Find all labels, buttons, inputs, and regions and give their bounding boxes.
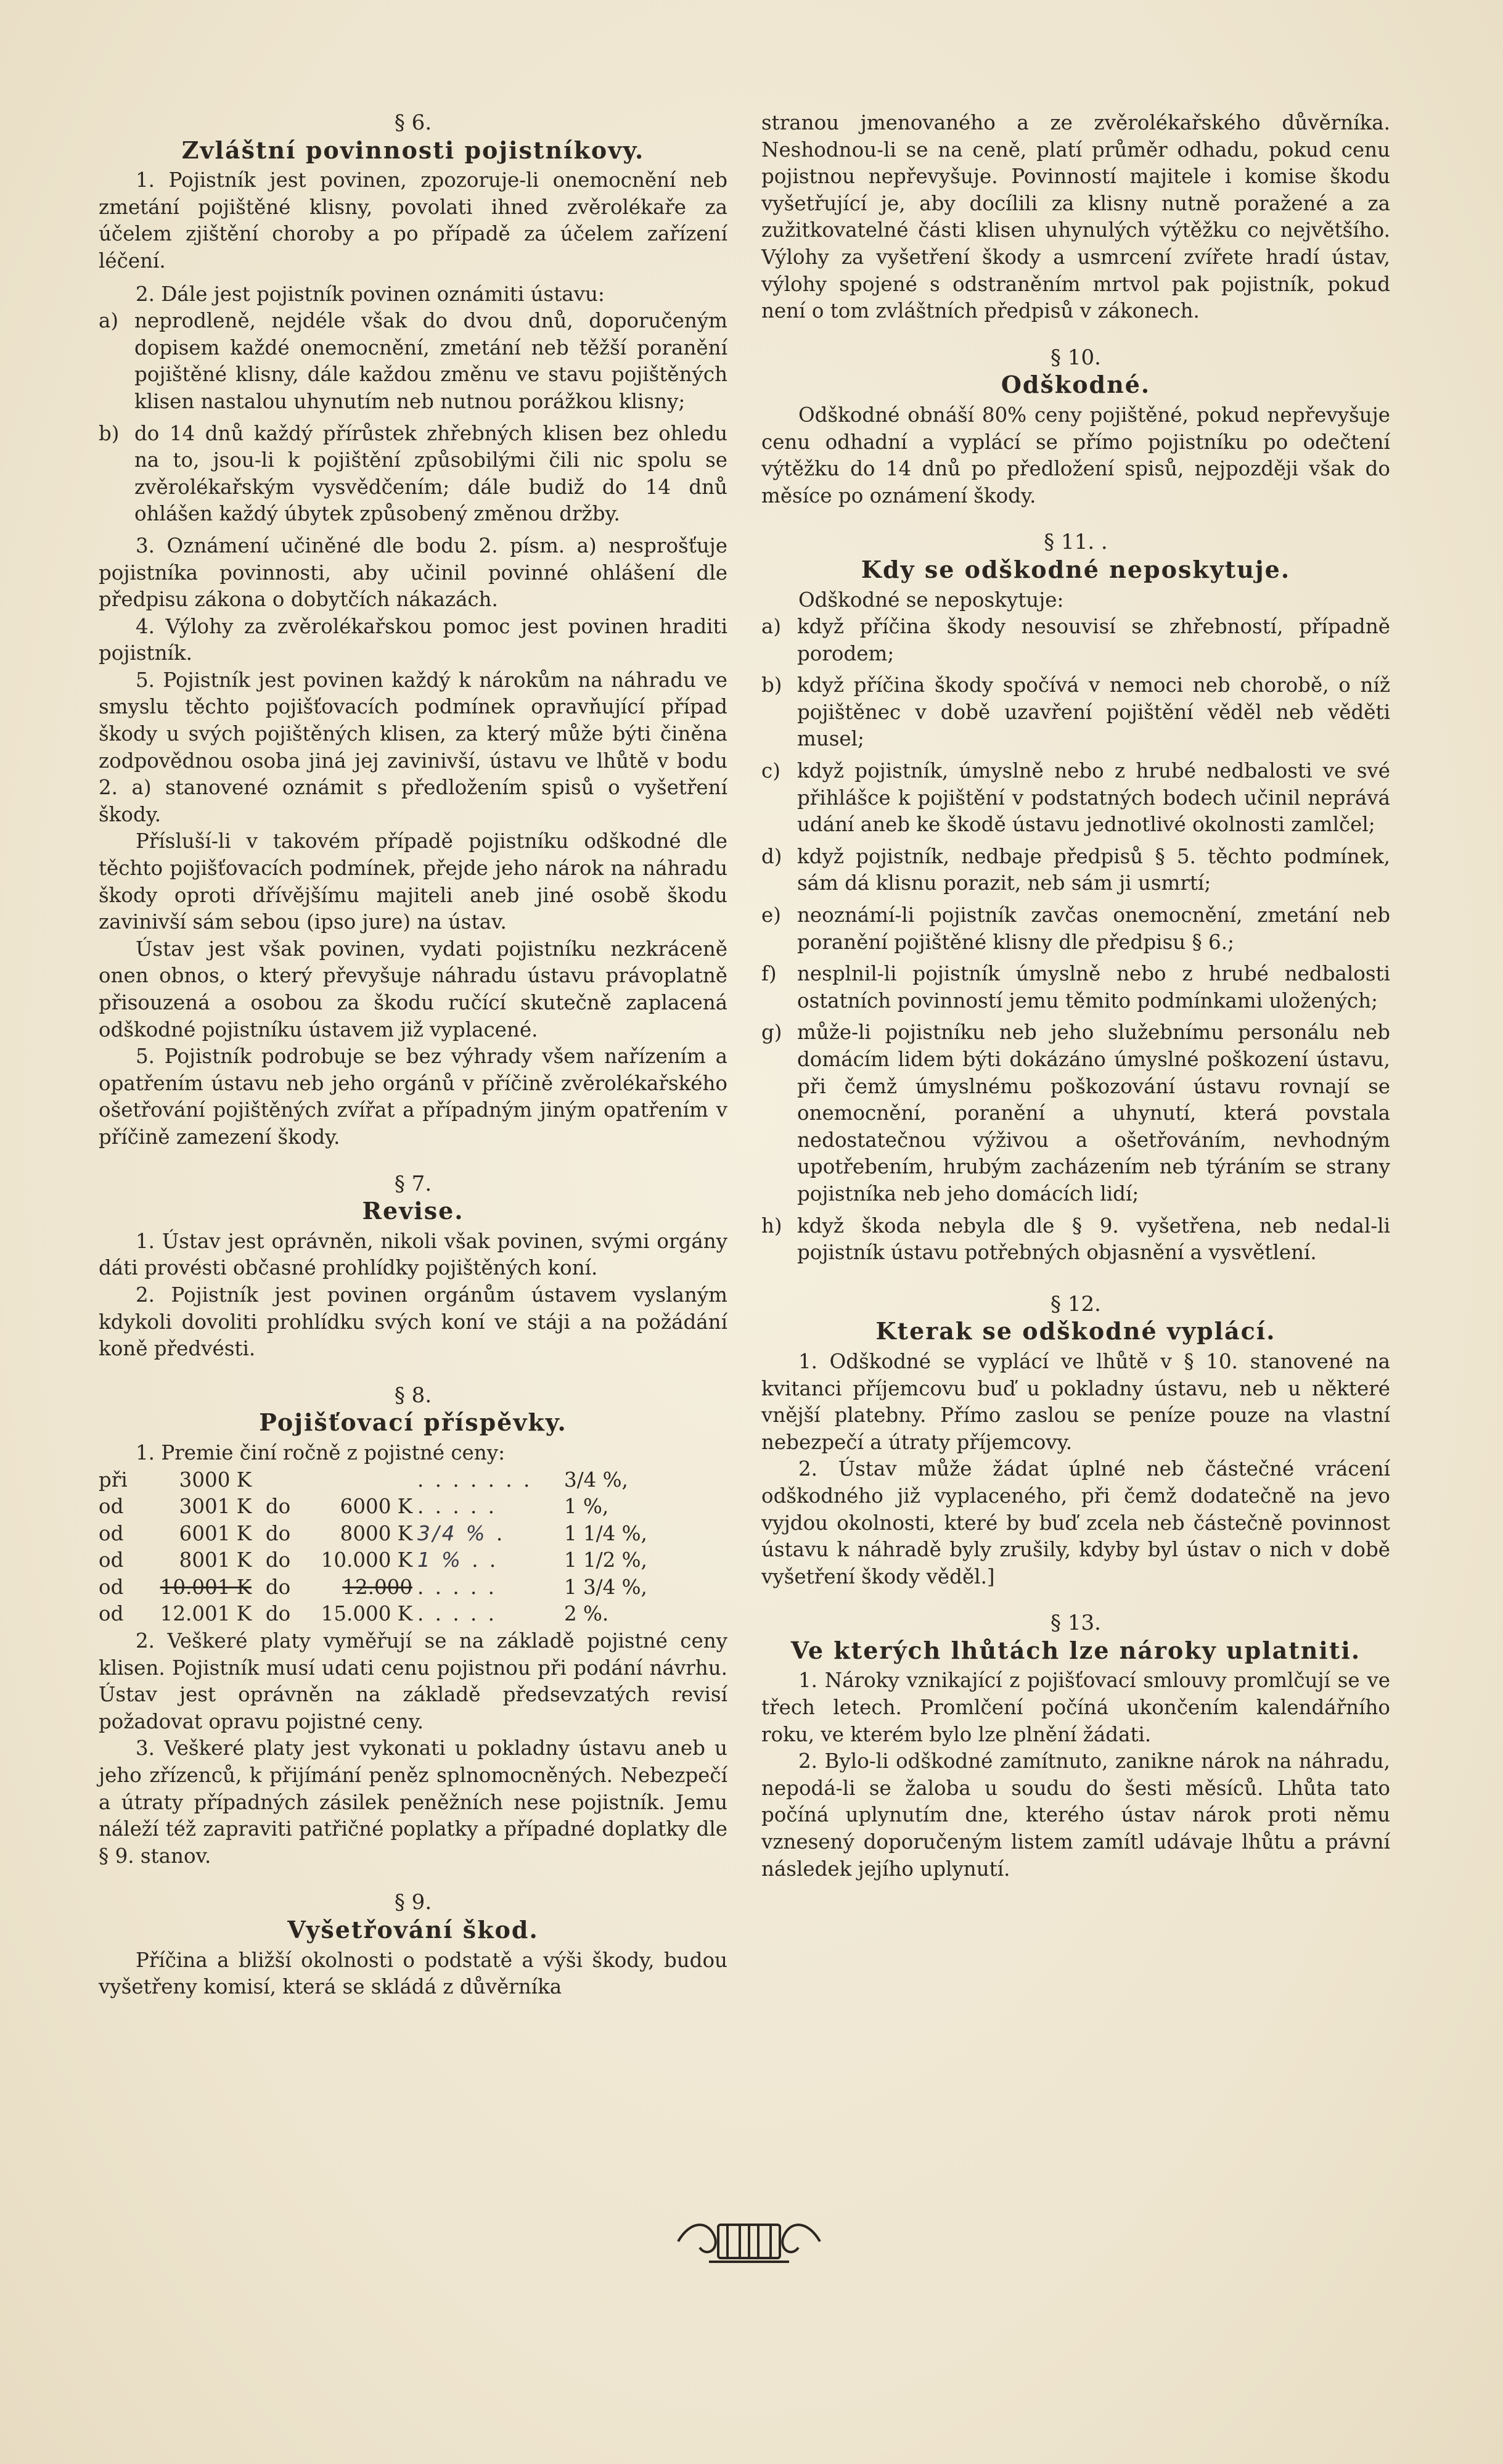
rate-row xyxy=(99,1601,652,1628)
rate-from: 6001 K xyxy=(179,1521,252,1545)
s11-item xyxy=(761,1213,1390,1267)
s11-item xyxy=(761,1019,1390,1207)
section-12-title: Kterak se odškodné vyplácí. xyxy=(875,1317,1276,1345)
s11-item-text: když pojistník, úmyslně nebo z hrubé nedbalosti ve své přihlášce k pojištění v podstatných bodech učinil neprává udání aneb ke škodě ústavu jednotlivé okolnosti zamlčel; xyxy=(797,759,1390,837)
rate-to: 10.000 K xyxy=(321,1548,412,1572)
rate-percent: 1 3/4 %, xyxy=(564,1575,647,1599)
s9-continuation: stranou jmenovaného a ze zvěrolékařského důvěrníka. Neshodnou-li se na ceně, platí průměr odhadu, pokud cenu pojistnou nepřevyšuje. Povinností majitele i komise škodu vyšetřující je, aby docílili za klisny nutně poražené a za zužitkovatelné části klisen uhynulých výtěžku co největšího. Výlohy za vyšetření škody a usmrcení zvířete hradí ústav, výlohy spojené s odstraněním mrtvol pak pojistník, pokud není o tom zvláštních předpisů v zákonech. xyxy=(761,111,1390,323)
s8-paragraph-2: 2. Veškeré platy vyměřují se na základě pojistné ceny klisen. Pojistník musí udati cenu pojistnou při podání návrhu. Ústav jest oprávněn na základě předsevzatých revisí požadovat opravu pojistné ceny. xyxy=(99,1629,727,1733)
s11-paragraph-1: Odškodné se neposkytuje: xyxy=(798,588,1064,612)
s12-paragraph-2: 2. Ústav může žádat úplné neb částečné vrácení odškodného již vyplaceného, při čemž dodatečně na jevo vyjdou okolnosti, které by buď zcela neb částečně povinnost ústavu k náhradě byly zrušily, kdyby byl ústav o nich v době vyšetření škody věděl.] xyxy=(761,1457,1390,1588)
rate-percent: 1 %, xyxy=(564,1495,609,1519)
rate-leader-dots: . . . . . . . xyxy=(417,1468,533,1492)
s6-item-b: b) do 14 dnů každý přírůstek zhřebných klisen bez ohledu na to, jsou-li k pojištění způsobilými čili nic spolu se zvěrolékařským vysvědčením; dále budiž do 14 dnů ohlášen každý úbytek způsobený změnou držby. xyxy=(99,421,727,526)
s6-paragraph-8: 5. Pojistník podrobuje se bez výhrady všem nařízením a opatřením ústavu neb jeho orgánů v příčině zvěrolékařského ošetřování pojištěných zvířat a případným jiným opatřením v příčině zamezení škody. xyxy=(99,1045,727,1149)
s8-paragraph-1: 1. Premie činí ročně z pojistné ceny: xyxy=(136,1440,506,1464)
section-7-number: § 7. xyxy=(394,1171,432,1196)
s11-item-label: f) xyxy=(761,962,777,986)
rate-to: 6000 K xyxy=(340,1495,412,1519)
s13-paragraph-1: 1. Nároky vznikající z pojišťovací smlouvy promlčují se ve třech letech. Promlčení počíná ukončením kalendářního roku, ve kterém bylo lze plnění žádati. xyxy=(761,1669,1390,1746)
rate-from: 8001 K xyxy=(179,1548,252,1572)
rate-prefix: od xyxy=(99,1602,124,1626)
rate-row xyxy=(99,1467,652,1494)
s11-item-label: g) xyxy=(761,1021,782,1045)
rate-percent: 1 1/4 %, xyxy=(564,1521,647,1545)
s8-paragraph-3: 3. Veškeré platy jest vykonati u pokladny ústavu aneb u jeho zřízenců, k přijímání peněz splnomocněných. Nebezpečí a útraty případných zásilek peněžních nese pojistník. Jemu náleží též zapraviti patřičné poplatky a případné doplatky dle § 9. stanov. xyxy=(99,1736,727,1868)
s11-item-text: může-li pojistníku neb jeho služebnímu personálu neb domácím lidem býti dokázáno úmyslné poškození ústavu, při čemž úmyslnému poškozování ústavu rovnají se onemocnění, poranění a uhynutí, která povstala nedostatečnou výživou a ošetřováním, nevhodným upotřebením, hrubým zacházením neb týráním se strany pojistníka neb jeho domácích lidí; xyxy=(797,1021,1390,1205)
s6-paragraph-1: 1. Pojistník jest povinen, zpozoruje-li onemocnění neb zmetání pojištěné klisny, povolati ihned zvěrolékaře za účelem zjištění choroby a po případě za účelem zařízení léčení. xyxy=(99,168,727,273)
section-6-number: § 6. xyxy=(394,110,432,135)
rate-row xyxy=(99,1547,652,1574)
s6-paragraph-5: 5. Pojistník jest povinen každý k nárokům na náhradu ve smyslu těchto pojišťovacích podmínek opravňující případ škody u svých pojištěných klisen, za který může býti činěna zodpovědnou osoba jiná jej zavinivší, ústavu ve lhůtě v bodu 2. a) stanovené oznámit s předložením spisů o vyšetření škody. xyxy=(99,668,727,826)
s11-item-text: neoznámí-li pojistník zavčas onemocnění, zmetání neb poranění pojištěné klisny dle předpisu § 6.; xyxy=(797,903,1390,954)
s10-paragraph-1: Odškodné obnáší 80% ceny pojištěné, pokud nepřevyšuje cenu odhadní a vyplácí se přímo pojistníku po odečtení výtěžku do 14 dnů po předložení spisů, nejpozději však do měsíce po oznámení škody. xyxy=(761,403,1390,507)
s6-item-a: a) neprodleně, nejdéle však do dvou dnů, doporučeným dopisem každé onemocnění, zmetání neb těžší poranění pojištěné klisny, dále každou změnu ve stavu pojištěných klisen nastalou uhynutím neb nutnou porážkou klisny; xyxy=(99,309,727,413)
s11-item xyxy=(761,844,1390,897)
rate-row xyxy=(99,1574,652,1601)
s6-paragraph-2: 2. Dále jest pojistník povinen oznámiti ústavu: xyxy=(136,282,605,306)
s9-paragraph-1: Příčina a bližší okolnosti o podstatě a výši škody, budou vyšetřeny komisí, která se skládá z důvěrníka xyxy=(99,1948,727,1999)
rate-prefix: od xyxy=(99,1495,124,1519)
handwritten-rate-note: 3/4 % xyxy=(417,1521,488,1545)
s11-item xyxy=(761,902,1390,956)
s11-item-text: když příčina škody spočívá v nemoci neb chorobě, o níž pojištěnec v době uzavření pojištění věděl neb věděti musel; xyxy=(797,673,1390,751)
rate-to: 15.000 K xyxy=(321,1602,412,1626)
s12-paragraph-1: 1. Odškodné se vyplácí ve lhůtě v § 10. stanovené na kvitanci příjemcovu buď u pokladny ústavu, neb u některé vnější platebny. Přímo zaslou se peníze pouze na vlastní nebezpečí a útraty příjemcovy. xyxy=(761,1349,1390,1454)
rate-prefix: od xyxy=(99,1521,124,1545)
rate-percent: 1 1/2 %, xyxy=(564,1548,647,1572)
rate-connector: do xyxy=(265,1548,291,1572)
s6-paragraph-3: 3. Oznámení učiněné dle bodu 2. písm. a) nesprošťuje pojistníka povinnosti, aby učinil povinné ohlášení dle předpisu zákona o dobytčích nákazách. xyxy=(99,533,727,612)
rate-to xyxy=(305,1467,417,1494)
s11-item-label: d) xyxy=(761,844,782,868)
s13-paragraph-2: 2. Bylo-li odškodné zamítnuto, zanikne nárok na náhradu, nepodá-li se žaloba u soudu do šesti měsíců. Lhůta tato počíná uplynutím dne, kterého ústav nárok proti němu vznesený doporučeným listem zamítl udávaje lhůtu a právní následek jejího uplynutí. xyxy=(761,1749,1390,1881)
rate-from: 10.001 K xyxy=(160,1575,252,1599)
rate-to: 8000 K xyxy=(340,1521,412,1545)
s11-item xyxy=(761,672,1390,753)
rate-prefix: od xyxy=(99,1575,124,1599)
section-10-number: § 10. xyxy=(1050,345,1101,370)
rate-connector: do xyxy=(265,1602,291,1626)
section-6-title: Zvláštní povinnosti pojistníkovy. xyxy=(181,136,645,164)
rate-leader-dots: . . . . . xyxy=(417,1495,497,1519)
decorative-ornament-icon xyxy=(672,2214,826,2269)
s11-item-label: b) xyxy=(761,673,782,697)
premium-rate-table xyxy=(99,1467,652,1628)
rate-prefix: při xyxy=(99,1468,128,1492)
s11-item xyxy=(761,758,1390,839)
section-11-title: Kdy se odškodné neposkytuje. xyxy=(861,555,1291,583)
s11-item-label: c) xyxy=(761,759,780,783)
s11-item-text: když škoda nebyla dle § 9. vyšetřena, neb nedal-li pojistník ústavu potřebných objasnění a vysvětlení. xyxy=(797,1214,1390,1265)
s11-item-label: e) xyxy=(761,903,781,927)
s7-paragraph-2: 2. Pojistník jest povinen orgánům ústavem vyslaným kdykoli dovoliti prohlídku svých koní ve stáji a na požádání koně předvésti. xyxy=(99,1283,727,1361)
section-7-title: Revise. xyxy=(362,1197,464,1225)
s6-paragraph-4: 4. Výlohy za zvěrolékařskou pomoc jest povinen hraditi pojistník. xyxy=(99,614,727,665)
rate-from: 3001 K xyxy=(179,1495,252,1519)
rate-from: 12.001 K xyxy=(160,1602,252,1626)
rate-to: 12.000 xyxy=(342,1575,412,1599)
s11-item-label: a) xyxy=(761,615,782,639)
s11-item-text: když pojistník, nedbaje předpisů § 5. těchto podmínek, sám dá klisnu porazit, neb sám ji usmrtí; xyxy=(797,844,1390,895)
s11-item-label: h) xyxy=(761,1214,782,1238)
rate-connector: do xyxy=(265,1521,291,1545)
s6-paragraph-7: Ústav jest však povinen, vydati pojistníku nezkráceně onen obnos, o který převyšuje náhradu ústavu právoplatně přisouzená a osobou za škodu ručící skutečně zaplacená odškodné pojistníku ústavem již vyplacené. xyxy=(99,937,727,1041)
s11-item-text: nesplnil-li pojistník úmyslně nebo z hrubé nedbalosti ostatních povinností jemu těmito podmínkami uložených; xyxy=(797,962,1390,1012)
rate-connector: do xyxy=(265,1495,291,1519)
left-column xyxy=(99,105,727,2001)
right-column xyxy=(761,110,1390,1883)
section-8-number: § 8. xyxy=(394,1382,432,1408)
s11-item-list xyxy=(761,614,1390,1267)
section-9-title: Vyšetřování škod. xyxy=(287,1916,539,1944)
rate-connector xyxy=(256,1467,305,1494)
s7-paragraph-1: 1. Ústav jest oprávněn, nikoli však povinen, svými orgány dáti provésti občasné prohlídky pojištěných koní. xyxy=(99,1229,727,1280)
rate-from: 3000 K xyxy=(179,1468,252,1492)
section-11-number: § 11. . xyxy=(1044,530,1108,555)
section-13-title: Ve kterých lhůtách lze nároky uplatniti. xyxy=(790,1636,1361,1664)
s11-item xyxy=(761,961,1390,1014)
rate-row xyxy=(99,1521,652,1548)
s11-item xyxy=(761,614,1390,667)
rate-percent: 3/4 %, xyxy=(564,1468,628,1492)
rate-prefix: od xyxy=(99,1548,124,1572)
rate-leader-dots: 1 % . . xyxy=(417,1548,499,1572)
s6-paragraph-6: Přísluší-li v takovém případě pojistníku odškodné dle těchto pojišťovacích podmínek, přejde jeho nárok na náhradu škody oproti dřívějšímu majiteli aneb jiné osobě škodu zavinivší sám sebou (ipso jure) na ústav. xyxy=(99,829,727,934)
rate-connector: do xyxy=(265,1575,291,1599)
rate-leader-dots: . . . . . xyxy=(417,1602,497,1626)
rate-row xyxy=(99,1493,652,1521)
rate-leader-dots: 3/4 % . xyxy=(417,1521,506,1545)
section-9-number: § 9. xyxy=(394,1890,432,1915)
rate-leader-dots: . . . . . xyxy=(417,1575,497,1599)
rate-percent: 2 %. xyxy=(564,1602,609,1626)
s11-item-text: když příčina škody nesouvisí se zhřebností, případně porodem; xyxy=(797,615,1390,665)
handwritten-rate-note: 1 % xyxy=(417,1548,463,1572)
section-8-title: Pojišťovací příspěvky. xyxy=(259,1408,567,1437)
section-10-title: Odškodné. xyxy=(1001,371,1151,399)
section-12-number: § 12. xyxy=(1050,1291,1101,1316)
section-13-number: § 13. xyxy=(1050,1611,1101,1636)
